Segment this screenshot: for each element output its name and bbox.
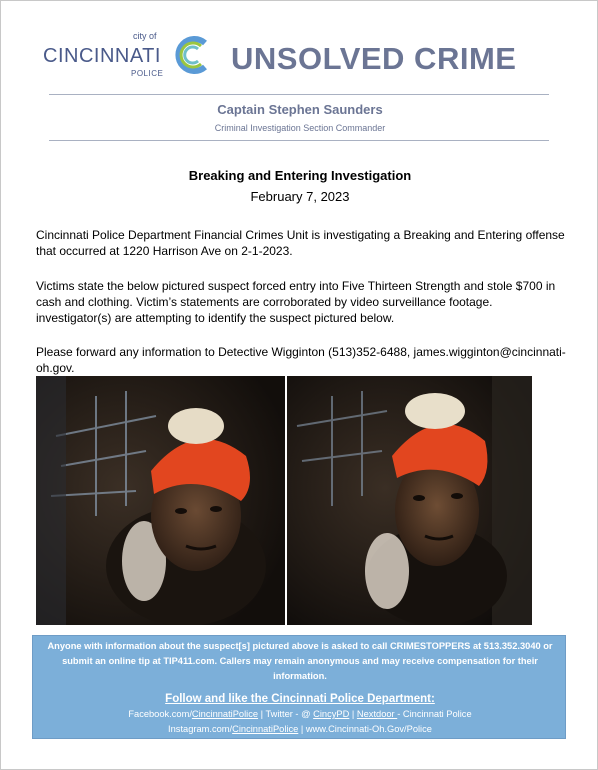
twitter-link[interactable]: CincyPD [313, 709, 350, 719]
social-line-1 [33, 709, 567, 719]
facebook-link[interactable]: CincinnatiPolice [191, 709, 259, 719]
page-headline: UNSOLVED CRIME [231, 41, 517, 76]
logo-city-text: CINCINNATI [43, 45, 161, 67]
crimestoppers-notice: Anyone with information about the suspect[s] pictured above is asked to call CRIMESTOPPERS at 513.352.3040 or submit an online tip at TIP411.com. Callers may remain anonymous and may receive compensation for their information. [47, 641, 553, 681]
logo-city-of-text: city of [133, 31, 157, 41]
instagram-prefix: Instagram.com/ [168, 724, 233, 734]
facebook-prefix: Facebook.com/ [128, 709, 192, 719]
suspect-photo-2 [287, 376, 532, 625]
nextdoor-link[interactable]: Nextdoor [356, 709, 398, 719]
website-link[interactable]: | www.Cincinnati-Oh.Gov/Police [298, 724, 432, 734]
logo-c-mark-icon [171, 33, 215, 77]
header-divider-top [49, 94, 549, 95]
paragraph-details: Victims state the below pictured suspect forced entry into Five Thirteen Strength and stole $700 in cash and clothing. Victim’s statements are corroborated by video surveillance footage. investigator(s) are attempting to identify the suspect pictured below. [36, 279, 556, 325]
officer-title: Criminal Investigation Section Commander [214, 123, 386, 133]
paragraph-offense: Cincinnati Police Department Financial Crimes Unit is investigating a Breaking and Entering offense that occurred at 1220 Harrison Ave on 2-1-2023. [36, 228, 565, 258]
instagram-link[interactable]: CincinnatiPolice [232, 724, 299, 734]
investigation-title: Breaking and Entering Investigation [188, 168, 412, 183]
notice-date: February 7, 2023 [250, 189, 350, 204]
crimestoppers-footer [32, 635, 566, 739]
header-divider-bottom [49, 140, 549, 141]
logo-police-text: POLICE [131, 69, 164, 78]
social-line-2 [33, 724, 567, 734]
follow-heading: Follow and like the Cincinnati Police Department: [165, 693, 435, 705]
twitter-prefix: | Twitter - @ [258, 709, 314, 719]
paragraph-contact: Please forward any information to Detective Wigginton (513)352-6488, james.wigginton@cincinnati-oh.gov. [36, 345, 566, 375]
separator: | [349, 709, 357, 719]
cincinnati-police-logo [43, 31, 213, 83]
nextdoor-suffix: - Cincinnati Police [397, 709, 472, 719]
officer-name: Captain Stephen Saunders [217, 102, 383, 117]
suspect-photo-1 [36, 376, 285, 625]
